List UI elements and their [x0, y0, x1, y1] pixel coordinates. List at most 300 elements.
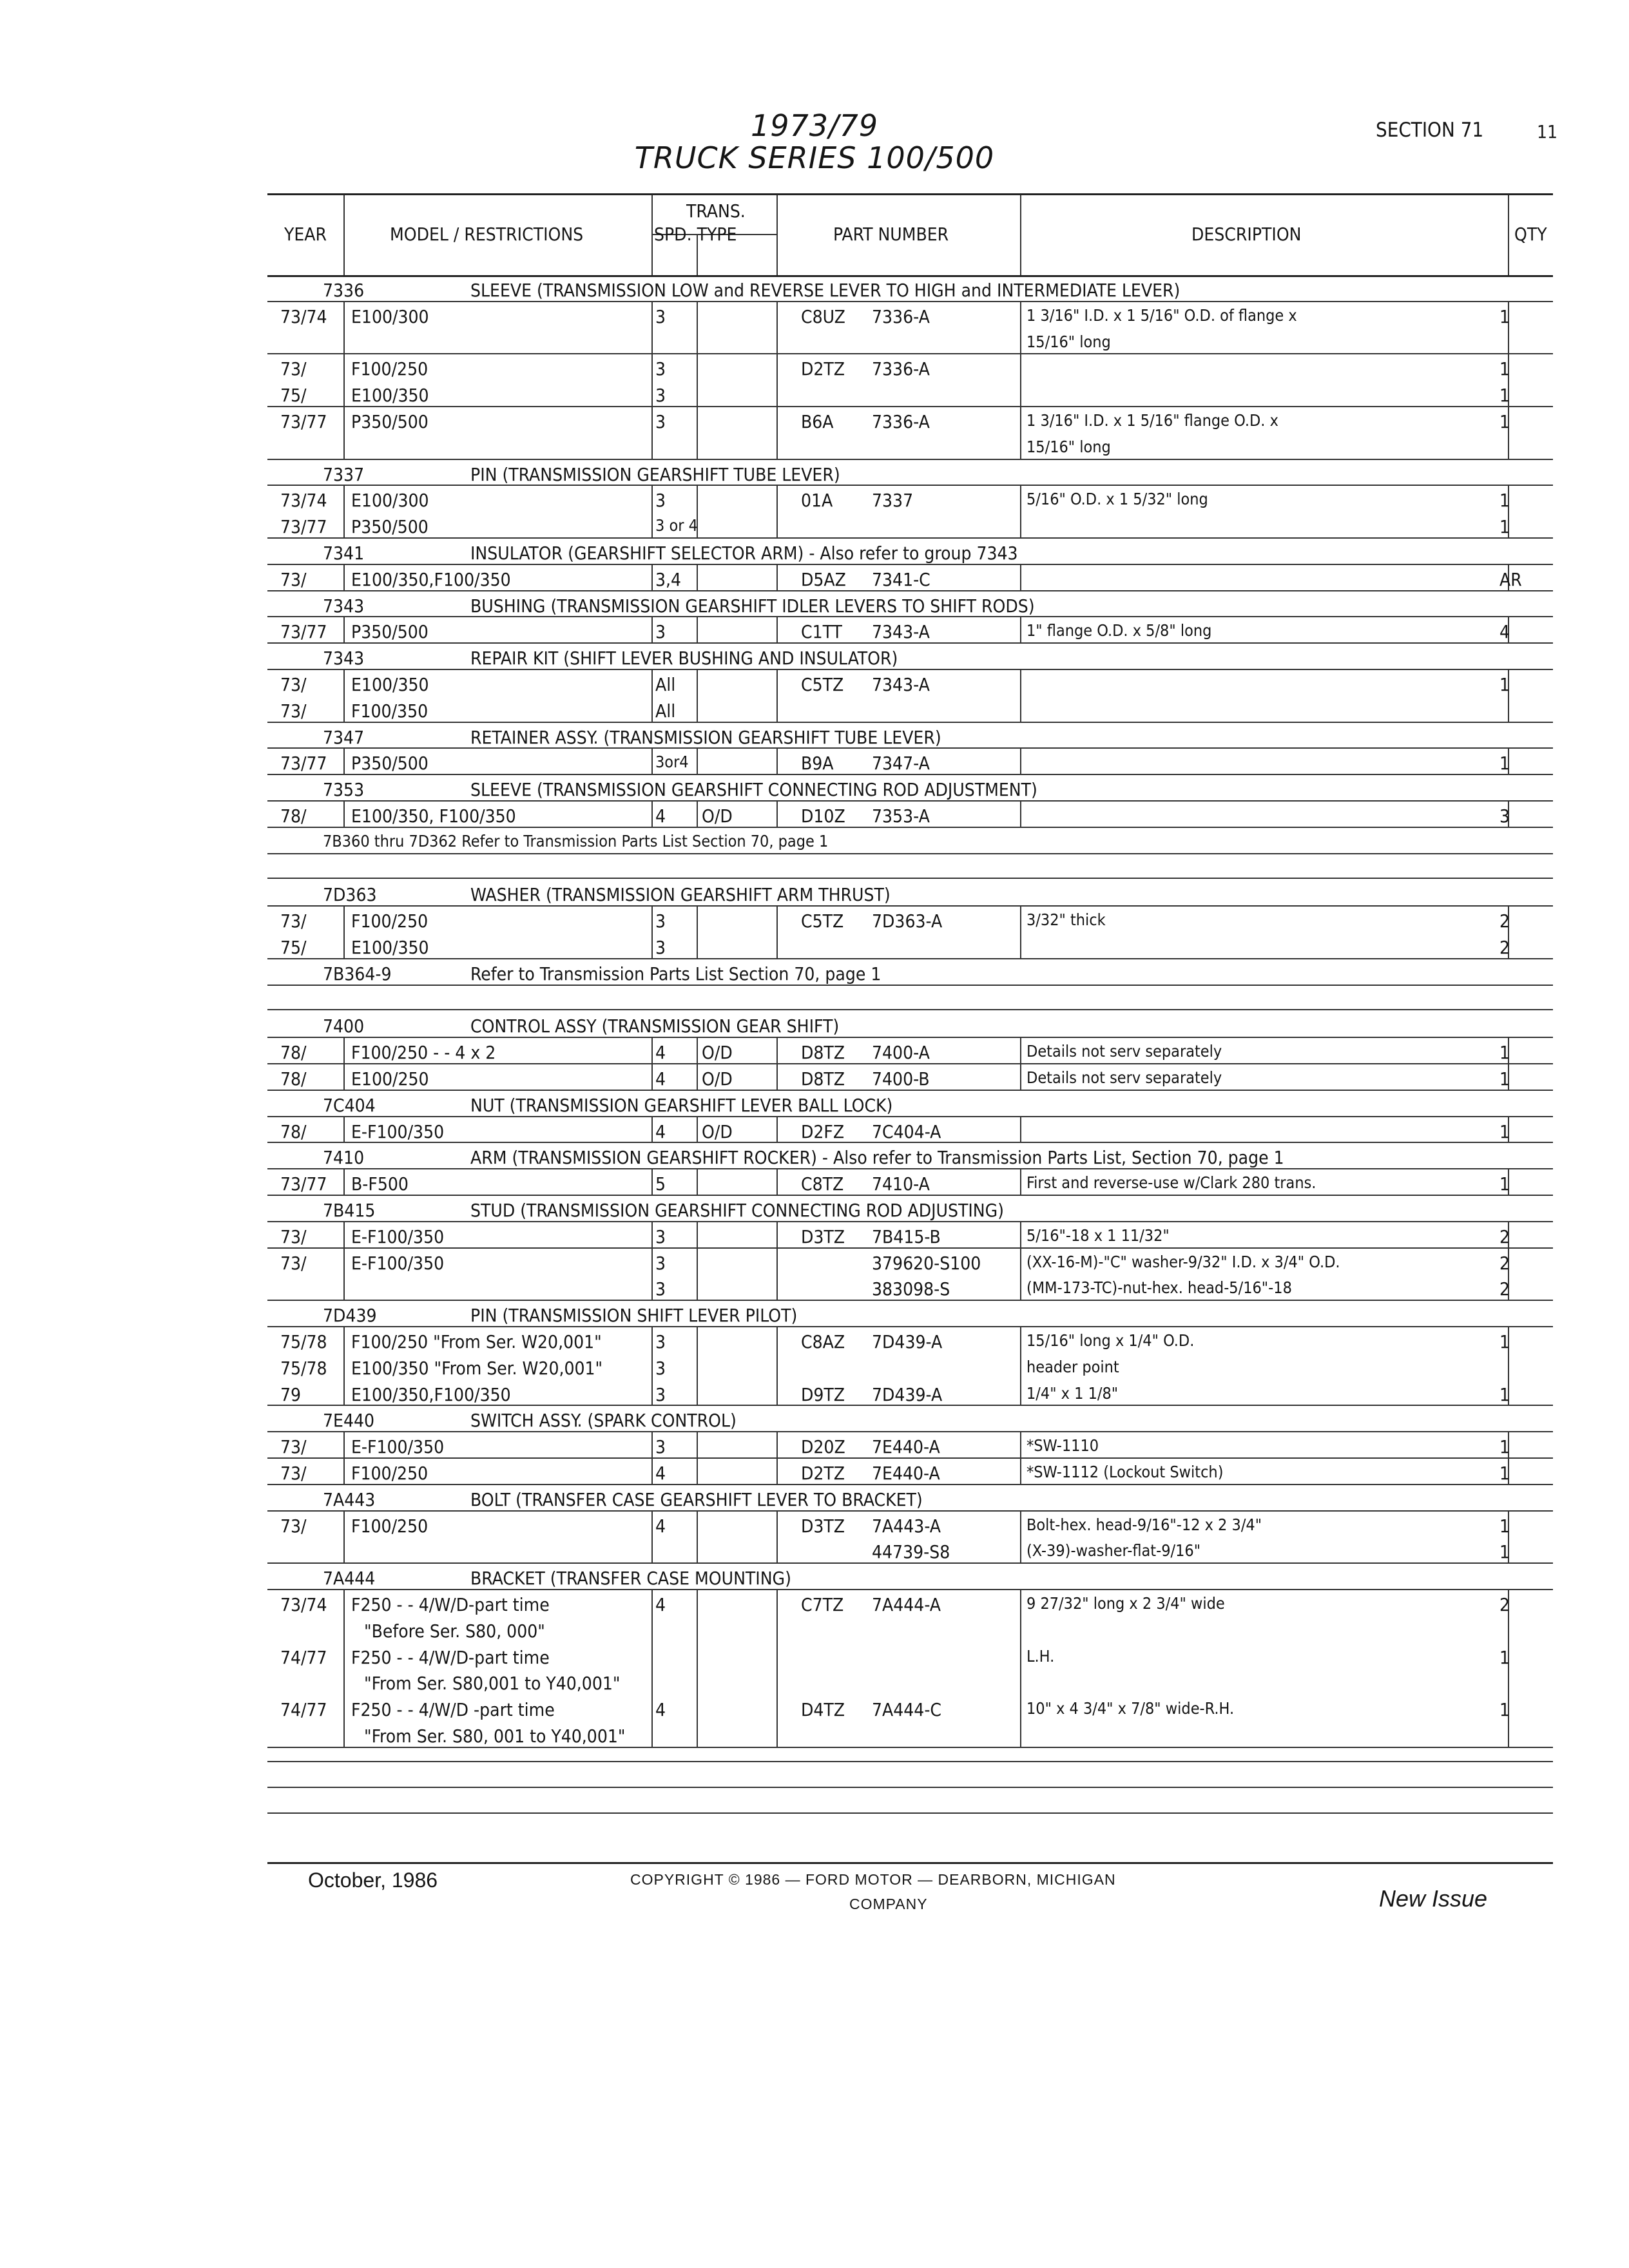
column-rule	[343, 1064, 345, 1091]
table-row	[267, 1590, 1553, 1616]
column-rule	[697, 1249, 698, 1275]
group-code: 7410	[323, 1147, 365, 1169]
footer-company: COMPANY	[849, 1896, 928, 1912]
part-number-cell: 7D439-A	[872, 1383, 943, 1405]
column-rule	[697, 565, 698, 591]
column-rule	[1020, 617, 1021, 644]
column-rule	[776, 1590, 778, 1617]
column-rule	[651, 381, 653, 407]
description-cell: 1/4" x 1 1/8"	[1027, 1383, 1119, 1403]
column-rule	[776, 933, 778, 959]
table-row	[267, 1222, 1553, 1248]
column-rule	[343, 512, 345, 539]
column-rule	[651, 1512, 653, 1538]
column-rule	[776, 749, 778, 775]
description-cell: Bolt-hex. head-9/16"-12 x 2 3/4"	[1027, 1515, 1262, 1534]
description-cell: (XX-16-M)-"C" washer-9/32" I.D. x 3/4" O.D.	[1027, 1252, 1340, 1271]
table-row	[267, 486, 1553, 512]
description-cell: 10" x 4 3/4" x 7/8" wide-R.H.	[1027, 1699, 1235, 1718]
part-number-cell: 7336-A	[872, 358, 930, 380]
model-cell: E100/350, F100/350	[351, 805, 516, 827]
part-number-cell: 383098-S	[872, 1278, 950, 1300]
speed-cell: 3 or 4	[655, 516, 698, 535]
description-cell: 5/16"-18 x 1 11/32"	[1027, 1225, 1170, 1245]
group-code: 7400	[323, 1015, 365, 1037]
column-rule	[343, 1327, 345, 1354]
title-line-1: 1973/79	[750, 108, 879, 143]
description-cell: 15/16" long	[1027, 332, 1111, 351]
table-row	[267, 1617, 1553, 1642]
group-title: ARM (TRANSMISSION GEARSHIFT ROCKER) - Also refer to Transmission Parts List, Section 70, page 1	[470, 1147, 1284, 1169]
column-rule	[343, 1354, 345, 1380]
group-row	[267, 591, 1553, 617]
group-code: 7C404	[323, 1094, 376, 1116]
model-cell: P350/500	[351, 621, 429, 643]
column-rule	[651, 1274, 653, 1301]
qty-cell: 2	[1499, 1594, 1510, 1615]
year-cell: 73/74	[280, 1594, 327, 1615]
group-title: INSULATOR (GEARSHIFT SELECTOR ARM) - Also refer to group 7343	[470, 543, 1018, 564]
qty-cell: 1	[1499, 753, 1510, 774]
speed-cell: 4	[655, 1120, 666, 1142]
description-cell: 5/16" O.D. x 1 5/32" long	[1027, 490, 1208, 509]
column-rule	[697, 434, 698, 460]
table-row	[267, 749, 1553, 774]
column-rule	[651, 749, 653, 775]
column-rule	[343, 1117, 345, 1144]
group-title: Refer to Transmission Parts List Section 70, page 1	[470, 963, 882, 985]
column-rule	[1020, 329, 1021, 355]
column-rule	[651, 565, 653, 591]
column-rule	[697, 354, 698, 381]
model-cell: P350/500	[351, 411, 429, 432]
part-prefix-cell: C5TZ	[801, 674, 844, 695]
column-rule	[697, 1432, 698, 1459]
speed-cell: 3	[655, 1436, 666, 1458]
column-rule	[343, 1459, 345, 1485]
speed-cell: 3	[655, 937, 666, 958]
speed-cell: 3	[655, 490, 666, 512]
column-rule	[1020, 1590, 1021, 1617]
year-cell: 75/78	[280, 1357, 327, 1379]
table-row	[267, 617, 1553, 643]
column-rule	[343, 1432, 345, 1459]
column-rule	[697, 1117, 698, 1144]
group-row	[267, 1012, 1553, 1037]
table-row	[267, 1459, 1553, 1485]
year-cell: 73/74	[280, 305, 327, 327]
row-rule	[267, 1009, 1553, 1010]
description-cell: (X-39)-washer-flat-9/16"	[1027, 1541, 1201, 1561]
model-cell: E100/300	[351, 305, 429, 327]
speed-cell: 4	[655, 1699, 666, 1721]
table-row	[267, 381, 1553, 407]
group-row	[267, 1406, 1553, 1432]
part-prefix-cell: B6A	[801, 411, 834, 432]
column-rule	[776, 1354, 778, 1380]
column-rule	[343, 1169, 345, 1196]
column-rule	[343, 1038, 345, 1064]
header-description: DESCRIPTION	[1191, 224, 1302, 245]
column-rule	[776, 354, 778, 381]
column-rule	[776, 1695, 778, 1722]
column-rule	[343, 933, 345, 959]
column-rule	[1508, 434, 1509, 460]
part-number-cell: 7400-B	[872, 1068, 930, 1090]
table-row	[267, 407, 1553, 433]
column-rule	[1020, 1380, 1021, 1407]
table-row	[267, 302, 1553, 328]
column-rule	[343, 1249, 345, 1275]
speed-cell: 3	[655, 411, 666, 432]
qty-cell: 2	[1499, 937, 1510, 958]
model-cell: E100/350,F100/350	[351, 1383, 511, 1405]
column-rule	[776, 697, 778, 723]
column-rule	[651, 1117, 653, 1144]
column-rule	[343, 1512, 345, 1538]
header-spd-type: SPD. TYPE	[654, 224, 737, 245]
type-cell: O/D	[702, 1068, 733, 1090]
column-rule	[343, 434, 345, 460]
column-rule	[1020, 1617, 1021, 1643]
column-rule	[697, 802, 698, 828]
part-number-cell: 7343-A	[872, 674, 930, 695]
group-title: WASHER (TRANSMISSION GEARSHIFT ARM THRUST)	[470, 884, 891, 906]
year-cell: 75/78	[280, 1331, 327, 1352]
part-prefix-cell: D10Z	[801, 805, 845, 827]
column-rule	[697, 749, 698, 775]
speed-cell: 3or4	[655, 753, 689, 772]
part-number-cell: 7D439-A	[872, 1331, 943, 1352]
group-title: BUSHING (TRANSMISSION GEARSHIFT IDLER LEVERS TO SHIFT RODS)	[470, 595, 1035, 617]
part-number-cell: 7A444-C	[872, 1699, 942, 1721]
column-rule	[343, 907, 345, 933]
column-rule	[1508, 1669, 1509, 1695]
type-cell: O/D	[702, 1042, 733, 1064]
part-prefix-cell: D3TZ	[801, 1515, 845, 1537]
table-row	[267, 1669, 1553, 1695]
speed-cell: All	[655, 674, 676, 695]
column-rule	[651, 512, 653, 539]
column-rule	[776, 486, 778, 512]
model-cell: F100/250	[351, 358, 429, 380]
column-rule	[343, 617, 345, 644]
qty-cell: 1	[1499, 1383, 1510, 1405]
column-rule	[1020, 1669, 1021, 1695]
year-cell: 73/77	[280, 753, 327, 774]
description-cell: Details not serv separately	[1027, 1068, 1222, 1087]
table-row	[267, 1274, 1553, 1300]
column-rule	[1020, 1643, 1021, 1669]
column-rule	[1020, 670, 1021, 697]
header-part-number: PART NUMBER	[833, 224, 949, 245]
column-rule	[651, 329, 653, 355]
column-rule	[697, 1064, 698, 1091]
column-rule	[697, 1695, 698, 1722]
model-cell: E100/350,F100/350	[351, 568, 511, 590]
group-row	[267, 1143, 1553, 1169]
column-rule	[776, 1038, 778, 1064]
column-rule	[651, 802, 653, 828]
footer-issue: New Issue	[1379, 1885, 1488, 1912]
column-rule	[776, 1669, 778, 1695]
column-rule	[651, 1695, 653, 1722]
column-rule	[1020, 1537, 1021, 1564]
column-rule	[697, 1038, 698, 1064]
group-row	[267, 1091, 1553, 1117]
year-cell: 79	[280, 1383, 302, 1405]
model-cell: "Before Ser. S80, 000"	[364, 1620, 545, 1642]
column-rule	[651, 1380, 653, 1407]
part-number-cell: 7C404-A	[872, 1120, 941, 1142]
column-rule	[1508, 697, 1509, 723]
group-title: CONTROL ASSY (TRANSMISSION GEAR SHIFT)	[470, 1015, 840, 1037]
table-row	[267, 1169, 1553, 1195]
column-rule	[1020, 697, 1021, 723]
model-cell: E-F100/350	[351, 1225, 445, 1247]
table-row	[267, 1512, 1553, 1537]
column-rule	[343, 1695, 345, 1722]
group-row	[267, 644, 1553, 669]
part-number-cell: 7D363-A	[872, 910, 943, 932]
part-prefix-cell: C8AZ	[801, 1331, 845, 1352]
group-title: SLEEVE (TRANSMISSION GEARSHIFT CONNECTING ROD ADJUSTMENT)	[470, 779, 1037, 801]
column-rule	[343, 1537, 345, 1564]
table-row	[267, 1643, 1553, 1669]
column-rule	[651, 1038, 653, 1064]
group-row	[267, 276, 1553, 302]
model-cell: F100/250	[351, 1515, 429, 1537]
model-cell: F250 - - 4/W/D -part time	[351, 1699, 555, 1721]
table-row	[267, 802, 1553, 827]
group-row	[267, 1301, 1553, 1327]
speed-cell: 3	[655, 1278, 666, 1300]
model-cell: E100/250	[351, 1068, 429, 1090]
column-rule	[1020, 1117, 1021, 1144]
group-row	[267, 723, 1553, 749]
column-rule	[697, 907, 698, 933]
qty-cell: 1	[1499, 358, 1510, 380]
column-rule	[697, 617, 698, 644]
table-row	[267, 1038, 1553, 1064]
blank-rule	[267, 1787, 1553, 1788]
column-rule	[776, 1512, 778, 1538]
part-prefix-cell: D8TZ	[801, 1042, 845, 1064]
part-number-cell: 7410-A	[872, 1173, 930, 1195]
group-title: STUD (TRANSMISSION GEARSHIFT CONNECTING ROD ADJUSTING)	[470, 1200, 1004, 1221]
column-rule	[776, 1432, 778, 1459]
description-cell: 1 3/16" I.D. x 1 5/16" flange O.D. x	[1027, 411, 1278, 430]
column-rule	[776, 302, 778, 329]
group-row	[267, 880, 1553, 906]
column-rule	[1020, 1169, 1021, 1196]
qty-cell: 1	[1499, 1173, 1510, 1195]
year-cell: 73/	[280, 1463, 307, 1484]
part-prefix-cell: D3TZ	[801, 1225, 845, 1247]
model-cell: E-F100/350	[351, 1120, 445, 1142]
blank-rule	[267, 1812, 1553, 1814]
column-rule	[697, 1669, 698, 1695]
part-number-cell: 7336-A	[872, 411, 930, 432]
column-rule	[1020, 1432, 1021, 1459]
qty-cell: 1	[1499, 1331, 1510, 1352]
group-row	[267, 959, 1553, 985]
qty-cell: 1	[1499, 674, 1510, 695]
part-prefix-cell: D20Z	[801, 1436, 845, 1458]
column-rule	[651, 1169, 653, 1196]
column-rule	[697, 1459, 698, 1485]
column-rule	[343, 1274, 345, 1301]
group-code: 7A444	[323, 1568, 376, 1590]
group-row	[267, 1564, 1553, 1590]
column-rule	[697, 1722, 698, 1748]
description-cell: header point	[1027, 1357, 1119, 1376]
table-row	[267, 697, 1553, 722]
part-number-cell: 379620-S100	[872, 1252, 981, 1274]
table-header	[267, 193, 1553, 277]
column-rule	[697, 1169, 698, 1196]
column-rule	[697, 1380, 698, 1407]
group-code: 7343	[323, 595, 365, 617]
speed-cell: 3	[655, 1383, 666, 1405]
year-cell: 73/	[280, 1436, 307, 1458]
column-rule	[651, 697, 653, 723]
speed-cell: 3	[655, 1357, 666, 1379]
speed-cell: 3	[655, 910, 666, 932]
model-cell: F250 - - 4/W/D-part time	[351, 1646, 550, 1668]
qty-cell: 2	[1499, 1225, 1510, 1247]
column-rule	[776, 1537, 778, 1564]
group-code: 7D363	[323, 884, 377, 906]
column-rule	[343, 802, 345, 828]
row-rule	[267, 878, 1553, 879]
part-prefix-cell: C8TZ	[801, 1173, 844, 1195]
column-rule	[343, 749, 345, 775]
year-cell: 73/	[280, 700, 307, 722]
note-row	[267, 828, 1553, 854]
column-rule	[697, 1327, 698, 1354]
table-row	[267, 1432, 1553, 1458]
qty-cell: AR	[1499, 568, 1522, 590]
table-row	[267, 670, 1553, 696]
qty-cell: 1	[1499, 1515, 1510, 1537]
section-label: SECTION 71	[1376, 119, 1484, 142]
qty-cell: 1	[1499, 305, 1510, 327]
table-row	[267, 986, 1553, 1012]
speed-cell: 4	[655, 1463, 666, 1484]
part-number-cell: 7341-C	[872, 568, 930, 590]
column-rule	[1020, 802, 1021, 828]
column-rule	[776, 907, 778, 933]
table-row	[267, 1537, 1553, 1563]
column-rule	[697, 1222, 698, 1249]
group-code: 7337	[323, 463, 365, 485]
description-cell: Details not serv separately	[1027, 1042, 1222, 1061]
year-cell: 78/	[280, 1068, 307, 1090]
description-cell: 3/32" thick	[1027, 910, 1106, 930]
column-rule	[697, 1354, 698, 1380]
description-cell: *SW-1110	[1027, 1436, 1099, 1456]
qty-cell: 1	[1499, 1646, 1510, 1668]
group-code: 7353	[323, 779, 365, 801]
column-rule	[343, 1380, 345, 1407]
part-number-cell: 44739-S8	[872, 1541, 950, 1563]
header-model: MODEL / RESTRICTIONS	[390, 224, 584, 245]
column-rule	[651, 354, 653, 381]
part-prefix-cell: C5TZ	[801, 910, 844, 932]
group-title: PIN (TRANSMISSION SHIFT LEVER PILOT)	[470, 1305, 798, 1327]
speed-cell: 3	[655, 621, 666, 643]
column-rule	[651, 933, 653, 959]
year-cell: 73/77	[280, 621, 327, 643]
column-rule	[343, 407, 345, 434]
column-rule	[776, 1064, 778, 1091]
year-cell: 73/	[280, 1515, 307, 1537]
group-title: SLEEVE (TRANSMISSION LOW and REVERSE LEVER TO HIGH and INTERMEDIATE LEVER)	[470, 280, 1181, 301]
group-title: SWITCH ASSY. (SPARK CONTROL)	[470, 1410, 737, 1432]
column-rule	[651, 1722, 653, 1748]
column-rule	[697, 670, 698, 697]
description-cell: (MM-173-TC)-nut-hex. head-5/16"-18	[1027, 1278, 1292, 1298]
description-cell: First and reverse-use w/Clark 280 trans.	[1027, 1173, 1316, 1193]
year-cell: 73/	[280, 358, 307, 380]
column-rule	[651, 1537, 653, 1564]
column-rule	[651, 1643, 653, 1669]
group-code: 7B415	[323, 1200, 376, 1221]
part-number-cell: 7E440-A	[872, 1436, 940, 1458]
column-rule	[343, 354, 345, 381]
part-number-cell: 7353-A	[872, 805, 930, 827]
qty-cell: 1	[1499, 1120, 1510, 1142]
column-rule	[1020, 1327, 1021, 1354]
column-rule	[651, 1590, 653, 1617]
year-cell: 78/	[280, 1120, 307, 1142]
qty-cell: 1	[1499, 1042, 1510, 1064]
table-row	[267, 1380, 1553, 1406]
column-rule	[776, 617, 778, 644]
column-rule	[651, 907, 653, 933]
column-rule	[1508, 1617, 1509, 1643]
column-rule	[1020, 565, 1021, 591]
year-cell: 75/	[280, 937, 307, 958]
speed-cell: 5	[655, 1173, 666, 1195]
type-cell: O/D	[702, 805, 733, 827]
column-rule	[343, 1590, 345, 1617]
column-rule	[343, 1669, 345, 1695]
qty-cell: 1	[1499, 1541, 1510, 1563]
year-cell: 74/77	[280, 1699, 327, 1721]
column-rule	[697, 1617, 698, 1643]
part-number-cell: 7336-A	[872, 305, 930, 327]
column-rule	[1020, 381, 1021, 407]
qty-cell: 1	[1499, 1436, 1510, 1458]
table-row	[267, 354, 1553, 380]
table-row	[267, 907, 1553, 932]
group-row	[267, 775, 1553, 801]
table-row	[267, 1117, 1553, 1143]
group-row	[267, 460, 1553, 486]
column-rule	[1020, 1064, 1021, 1091]
column-rule	[343, 381, 345, 407]
column-rule	[697, 933, 698, 959]
group-code: 7347	[323, 726, 365, 748]
column-rule	[1020, 907, 1021, 933]
note-text: 7B360 thru 7D362 Refer to Transmission Parts List Section 70, page 1	[323, 831, 829, 850]
column-rule	[1020, 407, 1021, 434]
part-prefix-cell: D5AZ	[801, 568, 846, 590]
column-rule	[1020, 512, 1021, 539]
group-code: 7B364-9	[323, 963, 392, 985]
